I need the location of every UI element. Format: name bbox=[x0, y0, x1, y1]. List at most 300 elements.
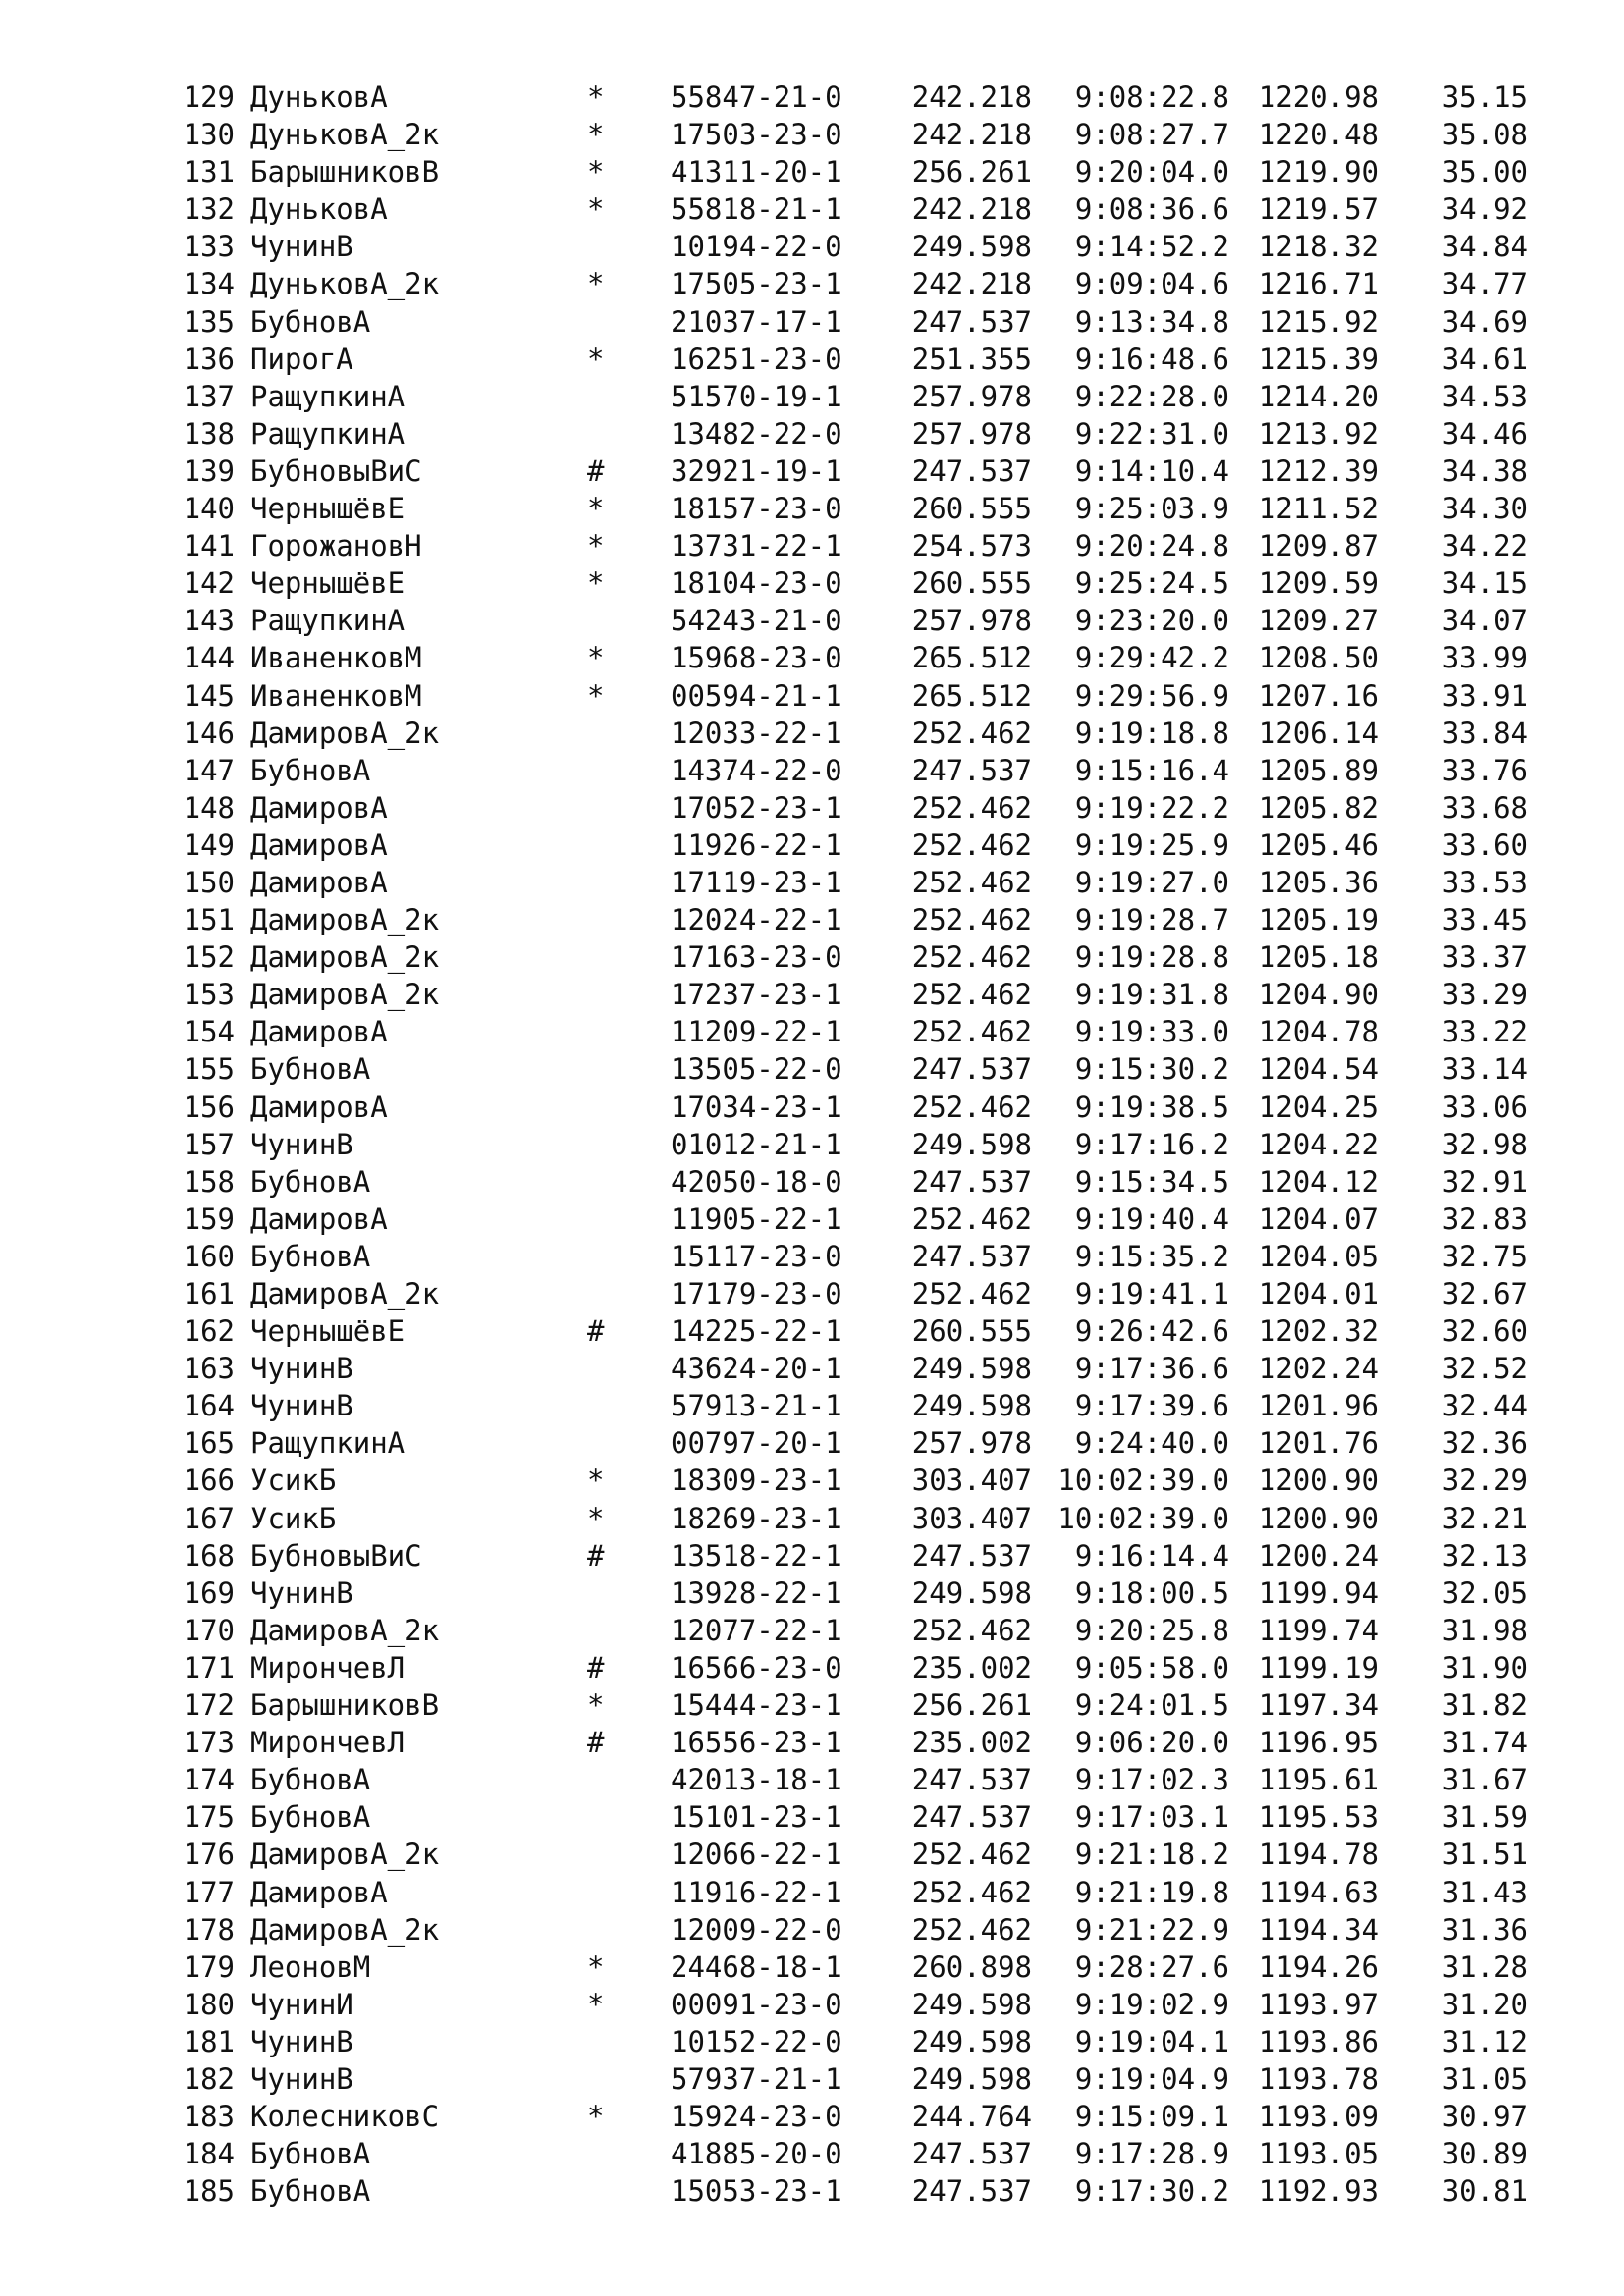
speed-cell: 1199.74 bbox=[1258, 1613, 1379, 1647]
rank-cell: 163 bbox=[183, 1352, 235, 1386]
fancier-name-cell: БубновА bbox=[250, 2174, 371, 2209]
distance-cell: 254.573 bbox=[911, 529, 1032, 563]
speed-cell: 1205.82 bbox=[1258, 790, 1379, 825]
fancier-name-cell: ДамировА bbox=[250, 828, 388, 862]
distance-cell: 247.537 bbox=[911, 753, 1032, 787]
fancier-name-cell: ЧунинВ bbox=[250, 2024, 353, 2058]
coefficient-cell: 32.91 bbox=[1441, 1164, 1528, 1199]
distance-cell: 252.462 bbox=[911, 865, 1032, 899]
coefficient-cell: 30.97 bbox=[1441, 2100, 1528, 2134]
distance-cell: 249.598 bbox=[911, 2061, 1032, 2096]
rank-cell: 183 bbox=[183, 2100, 235, 2134]
rank-cell: 129 bbox=[183, 80, 235, 114]
ring-number-cell: 11926-22-1 bbox=[671, 828, 842, 862]
fancier-name-cell: ДуньковА bbox=[250, 80, 388, 114]
arrival-time-cell: 9:08:27.7 bbox=[1074, 118, 1229, 152]
fancier-name-cell: ДуньковА bbox=[250, 192, 388, 227]
fancier-name-cell: ДамировА_2к bbox=[250, 1912, 440, 1947]
fancier-name-cell: ЧернышёвЕ bbox=[250, 1314, 406, 1349]
speed-cell: 1220.48 bbox=[1258, 118, 1379, 152]
distance-cell: 242.218 bbox=[911, 267, 1032, 301]
rank-cell: 159 bbox=[183, 1201, 235, 1236]
coefficient-cell: 32.60 bbox=[1441, 1314, 1528, 1349]
ring-number-cell: 18157-23-0 bbox=[671, 492, 842, 526]
speed-cell: 1202.32 bbox=[1258, 1314, 1379, 1349]
fancier-name-cell: ДамировА bbox=[250, 865, 388, 899]
arrival-time-cell: 9:16:14.4 bbox=[1074, 1538, 1229, 1573]
fancier-name-cell: ЧунинИ bbox=[250, 1987, 353, 2021]
mark-cell: # bbox=[587, 1726, 605, 1760]
rank-cell: 177 bbox=[183, 1875, 235, 1909]
arrival-time-cell: 9:18:00.5 bbox=[1074, 1575, 1229, 1610]
rank-cell: 134 bbox=[183, 267, 235, 301]
speed-cell: 1215.39 bbox=[1258, 342, 1379, 376]
fancier-name-cell: МирончевЛ bbox=[250, 1650, 406, 1684]
arrival-time-cell: 9:24:40.0 bbox=[1074, 1426, 1229, 1461]
speed-cell: 1201.76 bbox=[1258, 1426, 1379, 1461]
arrival-time-cell: 9:17:28.9 bbox=[1074, 2137, 1229, 2171]
rank-cell: 137 bbox=[183, 379, 235, 413]
arrival-time-cell: 9:19:25.9 bbox=[1074, 828, 1229, 862]
fancier-name-cell: РащупкинА bbox=[250, 604, 406, 638]
arrival-time-cell: 10:02:39.0 bbox=[1057, 1464, 1229, 1498]
rank-cell: 171 bbox=[183, 1650, 235, 1684]
distance-cell: 260.555 bbox=[911, 492, 1032, 526]
rank-cell: 181 bbox=[183, 2024, 235, 2058]
ring-number-cell: 10194-22-0 bbox=[671, 230, 842, 264]
ring-number-cell: 15924-23-0 bbox=[671, 2100, 842, 2134]
fancier-name-cell: БубновыВиС bbox=[250, 454, 422, 488]
rank-cell: 139 bbox=[183, 454, 235, 488]
arrival-time-cell: 9:08:22.8 bbox=[1074, 80, 1229, 114]
arrival-time-cell: 9:19:38.5 bbox=[1074, 1090, 1229, 1124]
arrival-time-cell: 9:21:19.8 bbox=[1074, 1875, 1229, 1909]
speed-cell: 1192.93 bbox=[1258, 2174, 1379, 2209]
coefficient-cell: 31.36 bbox=[1441, 1912, 1528, 1947]
fancier-name-cell: БубновА bbox=[250, 1239, 371, 1273]
ring-number-cell: 17179-23-0 bbox=[671, 1277, 842, 1310]
ring-number-cell: 15101-23-1 bbox=[671, 1800, 842, 1835]
speed-cell: 1202.24 bbox=[1258, 1352, 1379, 1386]
coefficient-cell: 34.92 bbox=[1441, 192, 1528, 227]
distance-cell: 249.598 bbox=[911, 1352, 1032, 1386]
distance-cell: 247.537 bbox=[911, 1164, 1032, 1199]
distance-cell: 252.462 bbox=[911, 1090, 1032, 1124]
rank-cell: 130 bbox=[183, 118, 235, 152]
ring-number-cell: 16556-23-1 bbox=[671, 1726, 842, 1760]
distance-cell: 247.537 bbox=[911, 2137, 1032, 2171]
coefficient-cell: 33.29 bbox=[1441, 978, 1528, 1012]
coefficient-cell: 34.07 bbox=[1441, 604, 1528, 638]
distance-cell: 247.537 bbox=[911, 454, 1032, 488]
distance-cell: 247.537 bbox=[911, 1239, 1032, 1273]
rank-cell: 136 bbox=[183, 342, 235, 376]
distance-cell: 249.598 bbox=[911, 1389, 1032, 1423]
arrival-time-cell: 9:16:48.6 bbox=[1074, 342, 1229, 376]
ring-number-cell: 17034-23-1 bbox=[671, 1090, 842, 1124]
arrival-time-cell: 9:19:40.4 bbox=[1074, 1201, 1229, 1236]
speed-cell: 1194.78 bbox=[1258, 1838, 1379, 1872]
coefficient-cell: 33.37 bbox=[1441, 940, 1528, 975]
distance-cell: 257.978 bbox=[911, 379, 1032, 413]
ring-number-cell: 10152-22-0 bbox=[671, 2024, 842, 2058]
rank-cell: 131 bbox=[183, 155, 235, 189]
distance-cell: 265.512 bbox=[911, 641, 1032, 675]
arrival-time-cell: 9:19:41.1 bbox=[1074, 1277, 1229, 1310]
coefficient-cell: 33.76 bbox=[1441, 753, 1528, 787]
speed-cell: 1207.16 bbox=[1258, 678, 1379, 713]
fancier-name-cell: ДуньковА_2к bbox=[250, 267, 440, 301]
fancier-name-cell: БарышниковВ bbox=[250, 155, 440, 189]
arrival-time-cell: 9:19:33.0 bbox=[1074, 1015, 1229, 1049]
ring-number-cell: 43624-20-1 bbox=[671, 1352, 842, 1386]
ring-number-cell: 15968-23-0 bbox=[671, 641, 842, 675]
distance-cell: 249.598 bbox=[911, 1127, 1032, 1161]
coefficient-cell: 32.13 bbox=[1441, 1538, 1528, 1573]
coefficient-cell: 31.59 bbox=[1441, 1800, 1528, 1835]
mark-cell: # bbox=[587, 1314, 605, 1349]
ring-number-cell: 14374-22-0 bbox=[671, 753, 842, 787]
arrival-time-cell: 9:17:02.3 bbox=[1074, 1763, 1229, 1797]
arrival-time-cell: 9:08:36.6 bbox=[1074, 192, 1229, 227]
speed-cell: 1209.87 bbox=[1258, 529, 1379, 563]
rank-cell: 147 bbox=[183, 753, 235, 787]
coefficient-cell: 35.08 bbox=[1441, 118, 1528, 152]
fancier-name-cell: ДамировА bbox=[250, 1875, 388, 1909]
mark-cell: * bbox=[587, 1464, 605, 1498]
ring-number-cell: 15117-23-0 bbox=[671, 1239, 842, 1273]
speed-cell: 1220.98 bbox=[1258, 80, 1379, 114]
rank-cell: 168 bbox=[183, 1538, 235, 1573]
coefficient-cell: 33.84 bbox=[1441, 716, 1528, 750]
coefficient-cell: 34.84 bbox=[1441, 230, 1528, 264]
mark-cell: # bbox=[587, 454, 605, 488]
distance-cell: 251.355 bbox=[911, 342, 1032, 376]
ring-number-cell: 01012-21-1 bbox=[671, 1127, 842, 1161]
fancier-name-cell: ДамировА_2к bbox=[250, 940, 440, 975]
ring-number-cell: 16566-23-0 bbox=[671, 1650, 842, 1684]
arrival-time-cell: 9:21:22.9 bbox=[1074, 1912, 1229, 1947]
arrival-time-cell: 9:19:04.1 bbox=[1074, 2024, 1229, 2058]
speed-cell: 1204.01 bbox=[1258, 1277, 1379, 1310]
speed-cell: 1194.26 bbox=[1258, 1949, 1379, 1984]
fancier-name-cell: ДамировА bbox=[250, 1201, 388, 1236]
distance-cell: 249.598 bbox=[911, 230, 1032, 264]
coefficient-cell: 31.12 bbox=[1441, 2024, 1528, 2058]
speed-cell: 1218.32 bbox=[1258, 230, 1379, 264]
speed-cell: 1205.18 bbox=[1258, 940, 1379, 975]
coefficient-cell: 33.53 bbox=[1441, 865, 1528, 899]
distance-cell: 252.462 bbox=[911, 1875, 1032, 1909]
speed-cell: 1209.59 bbox=[1258, 566, 1379, 601]
ring-number-cell: 55818-21-1 bbox=[671, 192, 842, 227]
ring-number-cell: 13505-22-0 bbox=[671, 1052, 842, 1087]
ring-number-cell: 51570-19-1 bbox=[671, 379, 842, 413]
distance-cell: 252.462 bbox=[911, 1015, 1032, 1049]
fancier-name-cell: ЧунинВ bbox=[250, 230, 353, 264]
distance-cell: 249.598 bbox=[911, 1575, 1032, 1610]
speed-cell: 1194.34 bbox=[1258, 1912, 1379, 1947]
fancier-name-cell: ДамировА_2к bbox=[250, 1838, 440, 1872]
fancier-name-cell: ЧунинВ bbox=[250, 1575, 353, 1610]
mark-cell: * bbox=[587, 192, 605, 227]
arrival-time-cell: 9:19:18.8 bbox=[1074, 716, 1229, 750]
arrival-time-cell: 9:28:27.6 bbox=[1074, 1949, 1229, 1984]
coefficient-cell: 35.15 bbox=[1441, 80, 1528, 114]
fancier-name-cell: ЧунинВ bbox=[250, 1127, 353, 1161]
ring-number-cell: 13928-22-1 bbox=[671, 1575, 842, 1610]
arrival-time-cell: 9:19:27.0 bbox=[1074, 865, 1229, 899]
fancier-name-cell: БубновА bbox=[250, 304, 371, 339]
arrival-time-cell: 9:19:31.8 bbox=[1074, 978, 1229, 1012]
rank-cell: 167 bbox=[183, 1501, 235, 1535]
speed-cell: 1219.90 bbox=[1258, 155, 1379, 189]
arrival-time-cell: 9:17:36.6 bbox=[1074, 1352, 1229, 1386]
arrival-time-cell: 9:15:30.2 bbox=[1074, 1052, 1229, 1087]
arrival-time-cell: 9:29:42.2 bbox=[1074, 641, 1229, 675]
coefficient-cell: 31.67 bbox=[1441, 1763, 1528, 1797]
arrival-time-cell: 9:15:35.2 bbox=[1074, 1239, 1229, 1273]
coefficient-cell: 33.91 bbox=[1441, 678, 1528, 713]
ring-number-cell: 17237-23-1 bbox=[671, 978, 842, 1012]
arrival-time-cell: 9:25:03.9 bbox=[1074, 492, 1229, 526]
ring-number-cell: 21037-17-1 bbox=[671, 304, 842, 339]
mark-cell: * bbox=[587, 678, 605, 713]
distance-cell: 235.002 bbox=[911, 1650, 1032, 1684]
ring-number-cell: 11905-22-1 bbox=[671, 1201, 842, 1236]
arrival-time-cell: 9:15:34.5 bbox=[1074, 1164, 1229, 1199]
ring-number-cell: 13731-22-1 bbox=[671, 529, 842, 563]
coefficient-cell: 34.38 bbox=[1441, 454, 1528, 488]
arrival-time-cell: 9:06:20.0 bbox=[1074, 1726, 1229, 1760]
ring-number-cell: 17119-23-1 bbox=[671, 865, 842, 899]
coefficient-cell: 33.14 bbox=[1441, 1052, 1528, 1087]
coefficient-cell: 32.21 bbox=[1441, 1501, 1528, 1535]
distance-cell: 257.978 bbox=[911, 604, 1032, 638]
speed-cell: 1204.78 bbox=[1258, 1015, 1379, 1049]
ring-number-cell: 00797-20-1 bbox=[671, 1426, 842, 1461]
arrival-time-cell: 9:14:10.4 bbox=[1074, 454, 1229, 488]
rank-cell: 145 bbox=[183, 678, 235, 713]
mark-cell: * bbox=[587, 342, 605, 376]
rank-cell: 176 bbox=[183, 1838, 235, 1872]
rank-cell: 173 bbox=[183, 1726, 235, 1760]
rank-cell: 153 bbox=[183, 978, 235, 1012]
rank-cell: 146 bbox=[183, 716, 235, 750]
coefficient-cell: 33.99 bbox=[1441, 641, 1528, 675]
distance-cell: 260.555 bbox=[911, 566, 1032, 601]
rank-cell: 158 bbox=[183, 1164, 235, 1199]
arrival-time-cell: 9:22:31.0 bbox=[1074, 416, 1229, 451]
rank-cell: 143 bbox=[183, 604, 235, 638]
speed-cell: 1204.90 bbox=[1258, 978, 1379, 1012]
speed-cell: 1204.25 bbox=[1258, 1090, 1379, 1124]
distance-cell: 235.002 bbox=[911, 1726, 1032, 1760]
ring-number-cell: 41311-20-1 bbox=[671, 155, 842, 189]
coefficient-cell: 31.90 bbox=[1441, 1650, 1528, 1684]
distance-cell: 252.462 bbox=[911, 790, 1032, 825]
fancier-name-cell: ДамировА_2к bbox=[250, 1613, 440, 1647]
ring-number-cell: 41885-20-0 bbox=[671, 2137, 842, 2171]
fancier-name-cell: ДамировА bbox=[250, 1090, 388, 1124]
distance-cell: 256.261 bbox=[911, 1688, 1032, 1723]
distance-cell: 252.462 bbox=[911, 716, 1032, 750]
ring-number-cell: 54243-21-0 bbox=[671, 604, 842, 638]
distance-cell: 247.537 bbox=[911, 1538, 1032, 1573]
speed-cell: 1193.86 bbox=[1258, 2024, 1379, 2058]
mark-cell: * bbox=[587, 267, 605, 301]
fancier-name-cell: УсикБ bbox=[250, 1464, 337, 1498]
distance-cell: 252.462 bbox=[911, 1277, 1032, 1310]
ring-number-cell: 32921-19-1 bbox=[671, 454, 842, 488]
rank-cell: 142 bbox=[183, 566, 235, 601]
ring-number-cell: 17505-23-1 bbox=[671, 267, 842, 301]
rank-cell: 180 bbox=[183, 1987, 235, 2021]
fancier-name-cell: БубновА bbox=[250, 2137, 371, 2171]
speed-cell: 1204.22 bbox=[1258, 1127, 1379, 1161]
coefficient-cell: 33.68 bbox=[1441, 790, 1528, 825]
speed-cell: 1204.07 bbox=[1258, 1201, 1379, 1236]
distance-cell: 257.978 bbox=[911, 416, 1032, 451]
rank-cell: 154 bbox=[183, 1015, 235, 1049]
distance-cell: 242.218 bbox=[911, 118, 1032, 152]
arrival-time-cell: 9:09:04.6 bbox=[1074, 267, 1229, 301]
ring-number-cell: 15053-23-1 bbox=[671, 2174, 842, 2209]
coefficient-cell: 32.36 bbox=[1441, 1426, 1528, 1461]
coefficient-cell: 32.67 bbox=[1441, 1277, 1528, 1310]
rank-cell: 166 bbox=[183, 1464, 235, 1498]
fancier-name-cell: ИваненковМ bbox=[250, 678, 422, 713]
distance-cell: 252.462 bbox=[911, 1613, 1032, 1647]
arrival-time-cell: 9:14:52.2 bbox=[1074, 230, 1229, 264]
rank-cell: 161 bbox=[183, 1277, 235, 1310]
distance-cell: 249.598 bbox=[911, 1987, 1032, 2021]
coefficient-cell: 32.98 bbox=[1441, 1127, 1528, 1161]
coefficient-cell: 34.53 bbox=[1441, 379, 1528, 413]
rank-cell: 150 bbox=[183, 865, 235, 899]
ring-number-cell: 42013-18-1 bbox=[671, 1763, 842, 1797]
arrival-time-cell: 9:19:04.9 bbox=[1074, 2061, 1229, 2096]
coefficient-cell: 31.98 bbox=[1441, 1613, 1528, 1647]
coefficient-cell: 34.15 bbox=[1441, 566, 1528, 601]
rank-cell: 178 bbox=[183, 1912, 235, 1947]
rank-cell: 149 bbox=[183, 828, 235, 862]
coefficient-cell: 31.28 bbox=[1441, 1949, 1528, 1984]
coefficient-cell: 32.05 bbox=[1441, 1575, 1528, 1610]
fancier-name-cell: ЧунинВ bbox=[250, 1352, 353, 1386]
rank-cell: 156 bbox=[183, 1090, 235, 1124]
arrival-time-cell: 9:17:03.1 bbox=[1074, 1800, 1229, 1835]
rank-cell: 155 bbox=[183, 1052, 235, 1087]
ring-number-cell: 16251-23-0 bbox=[671, 342, 842, 376]
ring-number-cell: 12009-22-0 bbox=[671, 1912, 842, 1947]
distance-cell: 252.462 bbox=[911, 1912, 1032, 1947]
distance-cell: 260.555 bbox=[911, 1314, 1032, 1349]
distance-cell: 257.978 bbox=[911, 1426, 1032, 1461]
arrival-time-cell: 9:19:28.8 bbox=[1074, 940, 1229, 975]
distance-cell: 247.537 bbox=[911, 304, 1032, 339]
coefficient-cell: 31.43 bbox=[1441, 1875, 1528, 1909]
mark-cell: # bbox=[587, 1650, 605, 1684]
ring-number-cell: 17052-23-1 bbox=[671, 790, 842, 825]
coefficient-cell: 31.20 bbox=[1441, 1987, 1528, 2021]
coefficient-cell: 30.81 bbox=[1441, 2174, 1528, 2209]
distance-cell: 256.261 bbox=[911, 155, 1032, 189]
speed-cell: 1200.90 bbox=[1258, 1501, 1379, 1535]
distance-cell: 265.512 bbox=[911, 678, 1032, 713]
fancier-name-cell: ПирогА bbox=[250, 342, 353, 376]
fancier-name-cell: ДуньковА_2к bbox=[250, 118, 440, 152]
mark-cell: * bbox=[587, 641, 605, 675]
ring-number-cell: 12033-22-1 bbox=[671, 716, 842, 750]
rank-cell: 141 bbox=[183, 529, 235, 563]
distance-cell: 252.462 bbox=[911, 978, 1032, 1012]
speed-cell: 1206.14 bbox=[1258, 716, 1379, 750]
coefficient-cell: 32.83 bbox=[1441, 1201, 1528, 1236]
fancier-name-cell: ДамировА bbox=[250, 790, 388, 825]
distance-cell: 252.462 bbox=[911, 828, 1032, 862]
speed-cell: 1212.39 bbox=[1258, 454, 1379, 488]
arrival-time-cell: 9:13:34.8 bbox=[1074, 304, 1229, 339]
fancier-name-cell: КолесниковС bbox=[250, 2100, 440, 2134]
arrival-time-cell: 9:17:39.6 bbox=[1074, 1389, 1229, 1423]
fancier-name-cell: ДамировА_2к bbox=[250, 978, 440, 1012]
distance-cell: 249.598 bbox=[911, 2024, 1032, 2058]
ring-number-cell: 13518-22-1 bbox=[671, 1538, 842, 1573]
speed-cell: 1205.19 bbox=[1258, 903, 1379, 937]
mark-cell: * bbox=[587, 492, 605, 526]
ring-number-cell: 11209-22-1 bbox=[671, 1015, 842, 1049]
distance-cell: 242.218 bbox=[911, 80, 1032, 114]
ring-number-cell: 12024-22-1 bbox=[671, 903, 842, 937]
mark-cell: * bbox=[587, 2100, 605, 2134]
ring-number-cell: 14225-22-1 bbox=[671, 1314, 842, 1349]
coefficient-cell: 35.00 bbox=[1441, 155, 1528, 189]
arrival-time-cell: 9:15:09.1 bbox=[1074, 2100, 1229, 2134]
fancier-name-cell: ДамировА_2к bbox=[250, 903, 440, 937]
rank-cell: 152 bbox=[183, 940, 235, 975]
arrival-time-cell: 9:17:30.2 bbox=[1074, 2174, 1229, 2209]
fancier-name-cell: ГорожановН bbox=[250, 529, 422, 563]
rank-cell: 144 bbox=[183, 641, 235, 675]
fancier-name-cell: ДамировА bbox=[250, 1015, 388, 1049]
ring-number-cell: 17163-23-0 bbox=[671, 940, 842, 975]
fancier-name-cell: ИваненковМ bbox=[250, 641, 422, 675]
arrival-time-cell: 9:24:01.5 bbox=[1074, 1688, 1229, 1723]
arrival-time-cell: 9:21:18.2 bbox=[1074, 1838, 1229, 1872]
coefficient-cell: 33.45 bbox=[1441, 903, 1528, 937]
ring-number-cell: 42050-18-0 bbox=[671, 1164, 842, 1199]
speed-cell: 1201.96 bbox=[1258, 1389, 1379, 1423]
speed-cell: 1205.36 bbox=[1258, 865, 1379, 899]
distance-cell: 252.462 bbox=[911, 1201, 1032, 1236]
rank-cell: 179 bbox=[183, 1949, 235, 1984]
arrival-time-cell: 9:23:20.0 bbox=[1074, 604, 1229, 638]
coefficient-cell: 33.06 bbox=[1441, 1090, 1528, 1124]
fancier-name-cell: ДамировА_2к bbox=[250, 1277, 440, 1310]
ring-number-cell: 00594-21-1 bbox=[671, 678, 842, 713]
rank-cell: 162 bbox=[183, 1314, 235, 1349]
rank-cell: 160 bbox=[183, 1239, 235, 1273]
fancier-name-cell: ДамировА_2к bbox=[250, 716, 440, 750]
arrival-time-cell: 9:26:42.6 bbox=[1074, 1314, 1229, 1349]
speed-cell: 1204.05 bbox=[1258, 1239, 1379, 1273]
speed-cell: 1213.92 bbox=[1258, 416, 1379, 451]
arrival-time-cell: 9:29:56.9 bbox=[1074, 678, 1229, 713]
speed-cell: 1214.20 bbox=[1258, 379, 1379, 413]
mark-cell: * bbox=[587, 1688, 605, 1723]
coefficient-cell: 34.69 bbox=[1441, 304, 1528, 339]
